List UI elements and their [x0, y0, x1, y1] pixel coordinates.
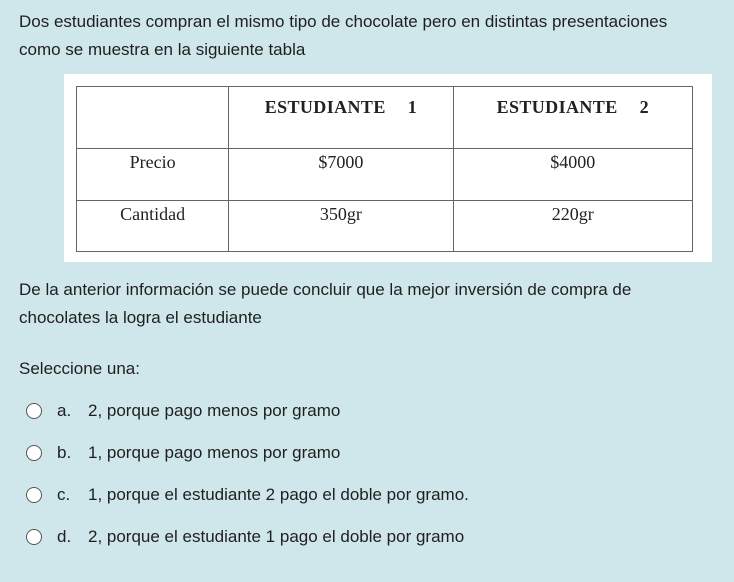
- table-row: [77, 149, 693, 200]
- data-table-image: [64, 74, 712, 262]
- question-text: [19, 276, 719, 332]
- answer-option-b[interactable]: [26, 440, 340, 466]
- radio-button-a[interactable]: [26, 403, 42, 419]
- table-cell: 220gr: [453, 200, 692, 251]
- radio-button-d[interactable]: [26, 529, 42, 545]
- radio-button-b[interactable]: [26, 445, 42, 461]
- option-label: 2, porque pago menos por gramo: [88, 401, 341, 420]
- table-cell-row-label: Precio: [77, 149, 229, 200]
- select-one-prompt: Seleccione una:: [19, 359, 140, 378]
- option-letter: d.: [57, 527, 72, 546]
- option-letter: a.: [57, 401, 72, 420]
- table-cell-row-label: Cantidad: [77, 200, 229, 251]
- question-intro: [19, 8, 734, 64]
- table-row: [77, 200, 693, 251]
- table-header-row: [77, 87, 693, 149]
- option-letter: b.: [57, 443, 72, 462]
- table-header-student-2: ESTUDIANTE 2: [453, 87, 692, 149]
- option-label: 1, porque el estudiante 2 pago el doble por gramo.: [88, 485, 469, 504]
- option-label: 2, porque el estudiante 1 pago el doble por gramo: [88, 527, 465, 546]
- answer-option-c[interactable]: [26, 482, 469, 508]
- intro-line-1: Dos estudiantes compran el mismo tipo de chocolate pero en distintas presentaciones: [19, 12, 668, 31]
- question-line-1: De la anterior información se puede concluir que la mejor inversión de compra de: [19, 280, 632, 299]
- table-cell: $4000: [453, 149, 692, 200]
- answer-option-d[interactable]: [26, 524, 464, 550]
- intro-line-2: como se muestra en la siguiente tabla: [19, 40, 306, 59]
- radio-button-c[interactable]: [26, 487, 42, 503]
- question-line-2: chocolates la logra el estudiante: [19, 308, 262, 327]
- comparison-table: [76, 86, 693, 252]
- option-label: 1, porque pago menos por gramo: [88, 443, 341, 462]
- table-cell: $7000: [229, 149, 453, 200]
- option-letter: c.: [57, 485, 71, 504]
- table-cell: 350gr: [229, 200, 453, 251]
- table-header-student-1: ESTUDIANTE 1: [229, 87, 453, 149]
- answer-option-a[interactable]: [26, 398, 340, 424]
- table-header-empty: [77, 87, 229, 149]
